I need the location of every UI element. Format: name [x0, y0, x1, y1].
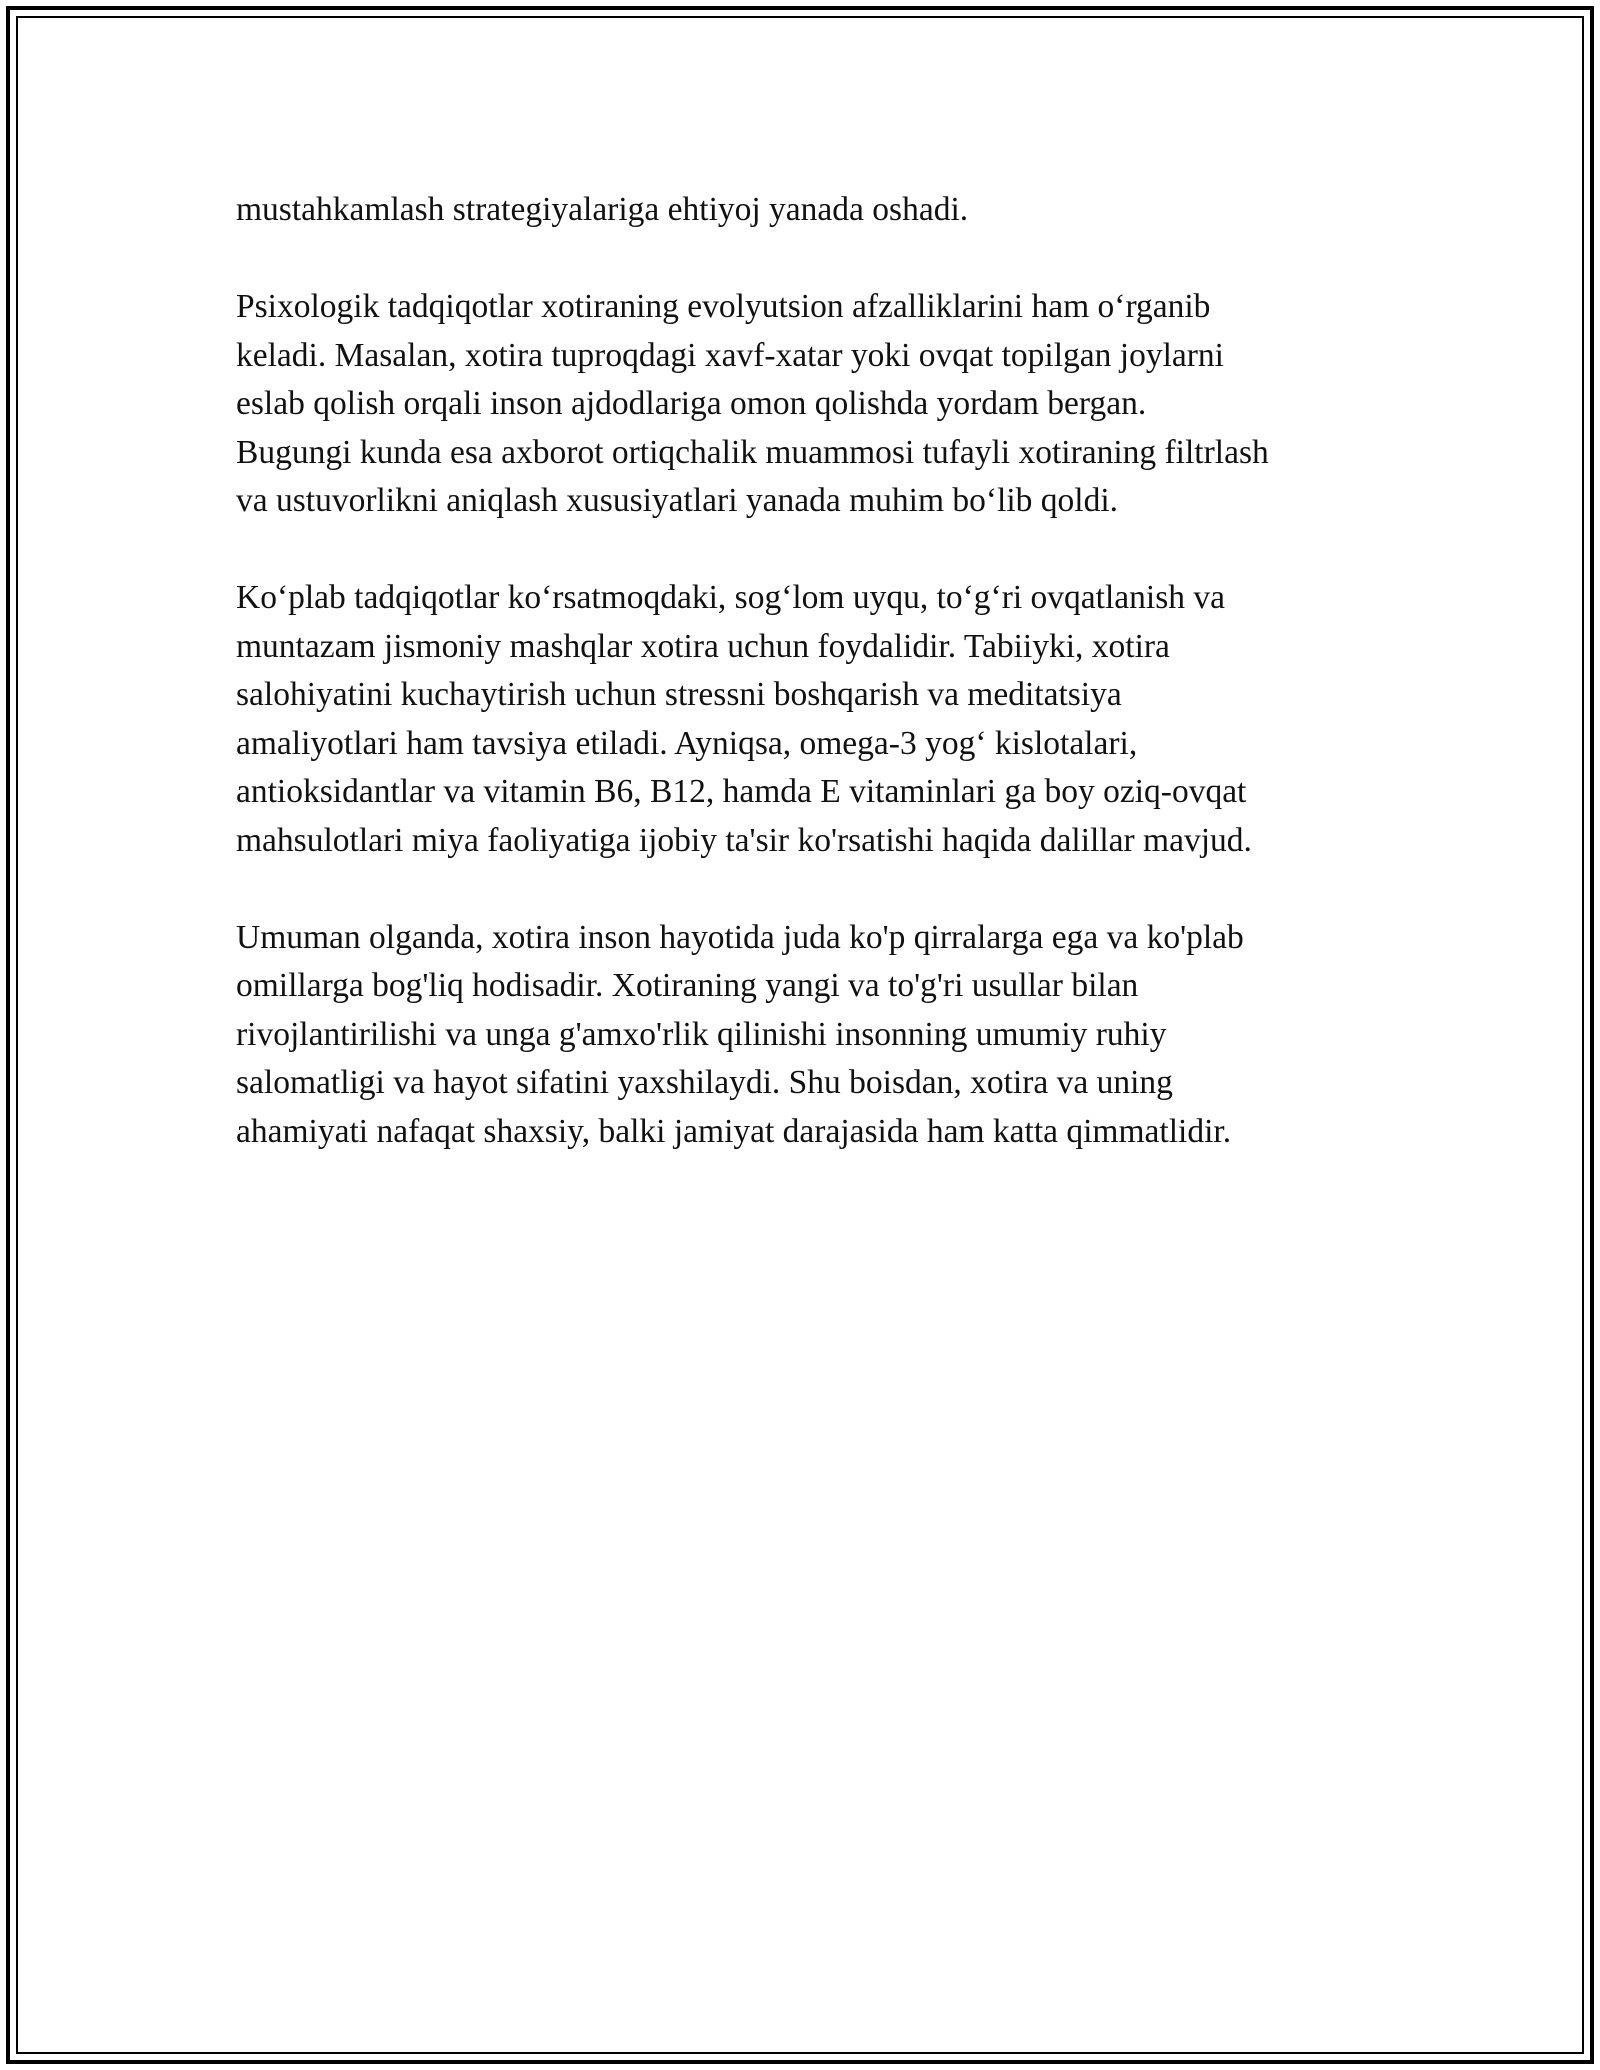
text-line: salohiyatini kuchaytirish uchun stressni boshqarish va meditatsiya [236, 676, 1122, 713]
text-line: va ustuvorlikni aniqlash xususiyatlari yanada muhim bo‘lib qoldi. [236, 482, 1119, 519]
text-line: muntazam jismoniy mashqlar xotira uchun foydalidir. Tabiiyki, xotira [236, 627, 1170, 665]
text-line: Ko‘plab tadqiqotlar ko‘rsatmoqdaki, sog‘lom uyqu, to‘g‘ri ovqatlanish va [236, 579, 1225, 616]
text-line: rivojlantirilishi va unga g'amxo'rlik qilinishi insonning umumiy ruhiy [236, 1015, 1167, 1053]
text-line: ahamiyati nafaqat shaxsiy, balki jamiyat darajasida ham katta qimmatlidir. [236, 1112, 1232, 1150]
text-line: eslab qolish orqali inson ajdodlariga omon qolishda yordam bergan. [236, 385, 1147, 422]
text-line: mahsulotlari miya faoliyatiga ijobiy ta'sir ko'rsatishi haqida dalillar mavjud. [236, 821, 1252, 859]
text-line: mustahkamlash strategiyalariga ehtiyoj yanada oshadi. [236, 191, 969, 228]
text-line: amaliyotlari ham tavsiya etiladi. Ayniqsa, omega-3 yog‘ kislotalari, [236, 724, 1138, 762]
text-line: salomatligi va hayot sifatini yaxshilaydi. Shu boisdan, xotira va uning [236, 1064, 1173, 1101]
paragraph-1 [236, 186, 1396, 235]
document-body [236, 186, 1396, 1205]
text-line: keladi. Masalan, xotira tuproqdagi xavf-xatar yoki ovqat topilgan joylarni [236, 336, 1224, 374]
text-line: omillarga bog'liq hodisadir. Xotiraning yangi va to'g'ri usullar bilan [236, 967, 1139, 1004]
paragraph-3 [236, 574, 1396, 865]
text-line: antioksidantlar va vitamin B6, B12, hamda E vitaminlari ga boy oziq-ovqat [236, 773, 1247, 810]
text-line: Bugungi kunda esa axborot ortiqchalik muammosi tufayli xotiraning filtrlash [236, 433, 1269, 471]
text-line: Psixologik tadqiqotlar xotiraning evolyutsion afzalliklarini ham o‘rganib [236, 288, 1211, 325]
paragraph-2 [236, 283, 1396, 526]
text-line: Umuman olganda, xotira inson hayotida juda ko'p qirralarga ega va ko'plab [236, 918, 1244, 956]
paragraph-4 [236, 914, 1396, 1157]
